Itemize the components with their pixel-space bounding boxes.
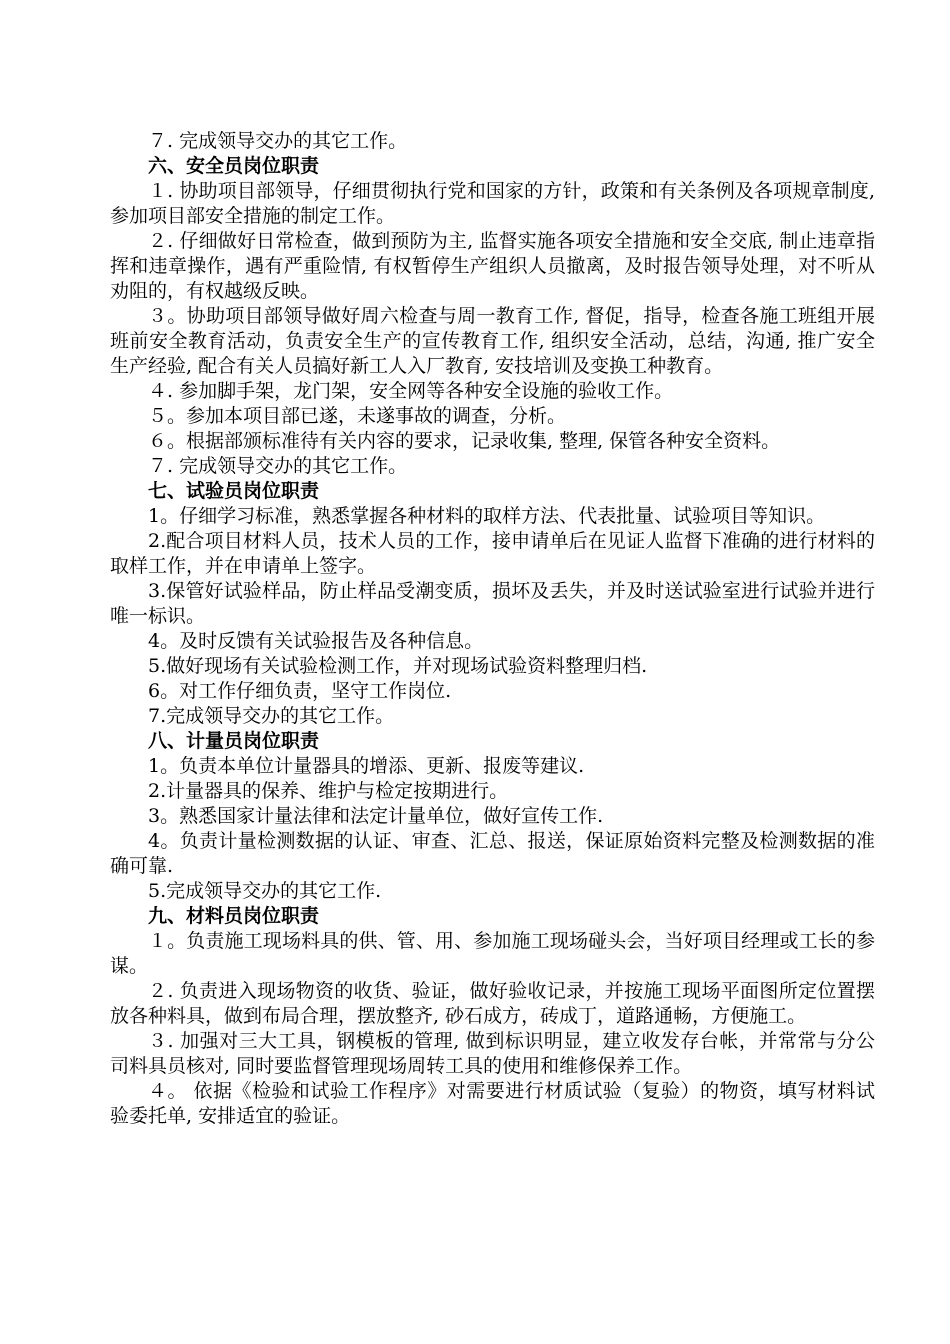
paragraph: 6。对工作仔细负责，坚守工作岗位. bbox=[148, 680, 452, 702]
paragraph: 4。及时反馈有关试验报告及各种信息。 bbox=[148, 630, 484, 652]
paragraph: 3.保管好试验样品，防止样品受潮变质，损坏及丢失，并及时送试验室进行试验并进行唯一标识。 bbox=[110, 580, 875, 627]
paragraph: 3。熟悉国家计量法律和法定计量单位，做好宣传工作. bbox=[148, 805, 604, 827]
paragraph: ２. 仔细做好日常检查，做到预防为主, 监督实施各项安全措施和安全交底, 制止违章指挥和违章操作，遇有严重险情, 有权暂停生产组织人员撤离，及时报告领导处理，对不听从劝阻的，有权越级反映。 bbox=[110, 230, 875, 302]
document-body bbox=[110, 129, 875, 1129]
paragraph: １。负责施工现场料具的供、管、用、参加施工现场碰头会，当好项目经理或工长的参谋。 bbox=[110, 930, 875, 977]
section-heading: 七、试验员岗位职责 bbox=[148, 480, 320, 502]
paragraph: 4。负责计量检测数据的认证、审查、汇总、报送，保证原始资料完整及检测数据的准确可靠. bbox=[110, 830, 875, 877]
paragraph: ４。 依据《检验和试验工作程序》对需要进行材质试验（复验）的物资，填写材料试验委托单, 安排适宜的验证。 bbox=[110, 1080, 875, 1127]
section-heading: 九、材料员岗位职责 bbox=[148, 905, 320, 927]
paragraph: 2.计量器具的保养、维护与检定按期进行。 bbox=[148, 780, 509, 802]
paragraph: ３。协助项目部领导做好周六检查与周一教育工作, 督促，指导，检查各施工班组开展班前安全教育活动，负责安全生产的宣传教育工作, 组织安全活动，总结，沟通, 推广安全生产经验, 配合有关人员搞好新工人入厂教育, 安技培训及变换工种教育。 bbox=[110, 305, 875, 377]
paragraph: ４. 参加脚手架，龙门架，安全网等各种安全设施的验收工作。 bbox=[148, 380, 674, 402]
paragraph: １. 协助项目部领导，仔细贯彻执行党和国家的方针，政策和有关条例及各项规章制度, 参加项目部安全措施的制定工作。 bbox=[110, 180, 875, 227]
paragraph: 2.配合项目材料人员，技术人员的工作，接申请单后在见证人监督下准确的进行材料的取样工作，并在申请单上签字。 bbox=[110, 530, 875, 577]
paragraph: 1。仔细学习标准，熟悉掌握各种材料的取样方法、代表批量、试验项目等知识。 bbox=[148, 505, 826, 527]
section-heading: 六、安全员岗位职责 bbox=[148, 155, 320, 177]
paragraph: 7.完成领导交办的其它工作。 bbox=[148, 705, 395, 727]
paragraph: ７. 完成领导交办的其它工作。 bbox=[148, 455, 408, 477]
paragraph: ２. 负责进入现场物资的收货、验证，做好验收记录，并按施工现场平面图所定位置摆放各种料具，做到布局合理，摆放整齐, 砂石成方，砖成丁，道路通畅，方便施工。 bbox=[110, 980, 875, 1027]
section-heading: 八、计量员岗位职责 bbox=[148, 730, 320, 752]
paragraph: ３. 加强对三大工具，钢模板的管理, 做到标识明显，建立收发存台帐，并常常与分公司料具员核对, 同时要监督管理现场周转工具的使用和维修保养工作。 bbox=[110, 1030, 875, 1077]
paragraph: 1。负责本单位计量器具的增添、更新、报废等建议. bbox=[148, 755, 585, 777]
paragraph: ５。参加本项目部已遂，未遂事故的调查，分析。 bbox=[148, 405, 567, 427]
paragraph: ７. 完成领导交办的其它工作。 bbox=[148, 130, 408, 152]
paragraph: 5.完成领导交办的其它工作. bbox=[148, 880, 382, 902]
paragraph: ６。根据部颁标准待有关内容的要求，记录收集, 整理, 保管各种安全资料。 bbox=[148, 430, 781, 452]
paragraph: 5.做好现场有关试验检测工作，并对现场试验资料整理归档. bbox=[148, 655, 648, 677]
